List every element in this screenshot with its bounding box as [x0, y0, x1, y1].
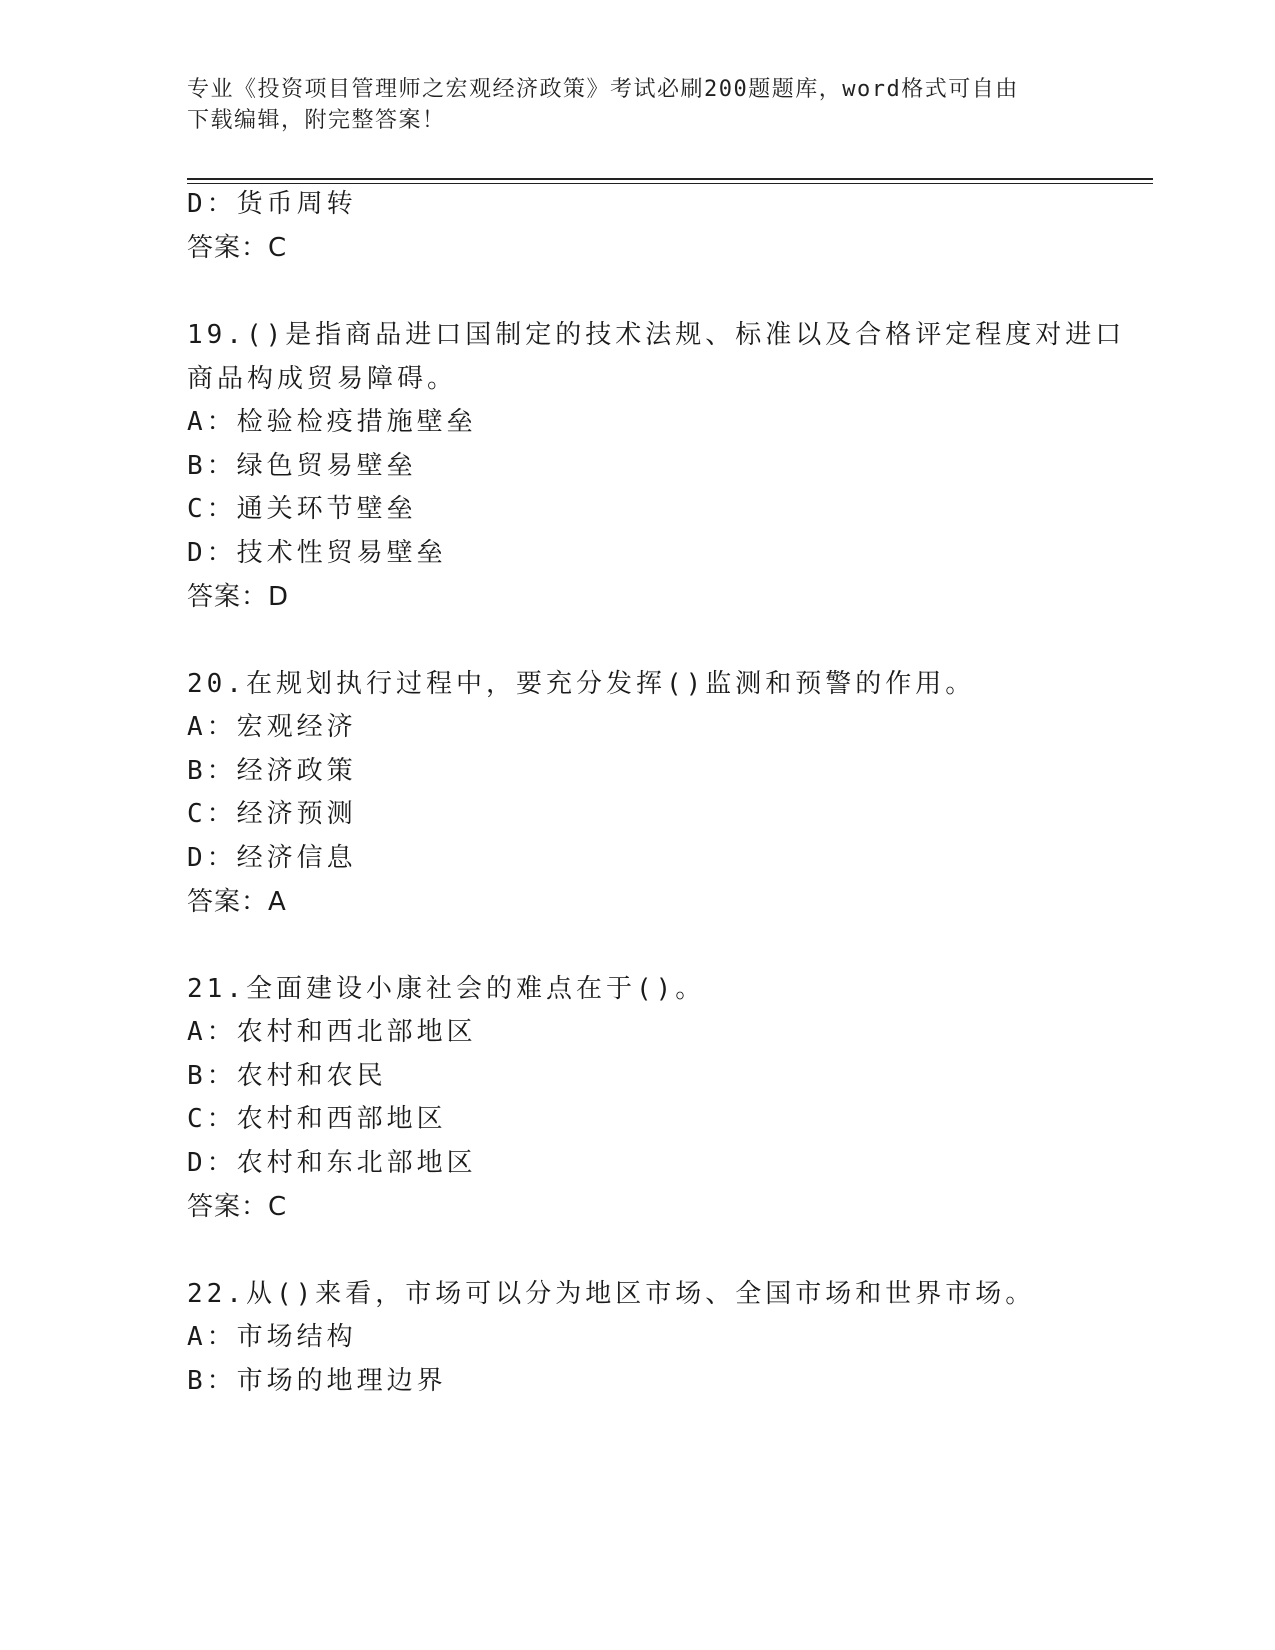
- header-line-2: 下载编辑，附完整答案！: [187, 108, 446, 133]
- q20-option-a: A：宏观经济: [187, 712, 357, 742]
- q21-option-b: B：农村和农民: [187, 1061, 387, 1091]
- document-header: [187, 74, 1067, 136]
- q20-option-d: D：经济信息: [187, 843, 357, 873]
- q20-stem: 20.在规划执行过程中，要充分发挥()监测和预警的作用。: [187, 669, 976, 699]
- q19-option-c: C：通关环节壁垒: [187, 494, 417, 524]
- q20-option-b: B：经济政策: [187, 756, 357, 786]
- q19-stem-line-2: 商品构成贸易障碍。: [187, 364, 458, 394]
- q21-stem: 21.全面建设小康社会的难点在于()。: [187, 974, 706, 1004]
- q22-option-b: B：市场的地理边界: [187, 1366, 447, 1396]
- q21-option-d: D：农村和东北部地区: [187, 1148, 477, 1178]
- q21-answer: 答案：C: [187, 1192, 288, 1222]
- q22-stem: 22.从()来看，市场可以分为地区市场、全国市场和世界市场。: [187, 1279, 1036, 1309]
- prev-answer: 答案：C: [187, 233, 288, 263]
- header-divider-thin: [187, 183, 1153, 184]
- header-divider-thick: [187, 178, 1153, 180]
- q19-stem-line-1: 19.()是指商品进口国制定的技术法规、标准以及合格评定程度对进口: [187, 320, 1126, 350]
- q20-answer: 答案：A: [187, 887, 287, 917]
- q19-option-a: A：检验检疫措施壁垒: [187, 407, 477, 437]
- q19-option-d: D：技术性贸易壁垒: [187, 538, 447, 568]
- q19-option-b: B：绿色贸易壁垒: [187, 451, 417, 481]
- q20-option-c: C：经济预测: [187, 799, 357, 829]
- q22-option-a: A：市场结构: [187, 1322, 357, 1352]
- prev-option-d: D：货币周转: [187, 189, 357, 219]
- q21-option-a: A：农村和西北部地区: [187, 1017, 477, 1047]
- header-line-1: 专业《投资项目管理师之宏观经济政策》考试必刷200题题库，word格式可自由: [187, 77, 1019, 102]
- q19-answer: 答案：D: [187, 582, 290, 612]
- q21-option-c: C：农村和西部地区: [187, 1104, 447, 1134]
